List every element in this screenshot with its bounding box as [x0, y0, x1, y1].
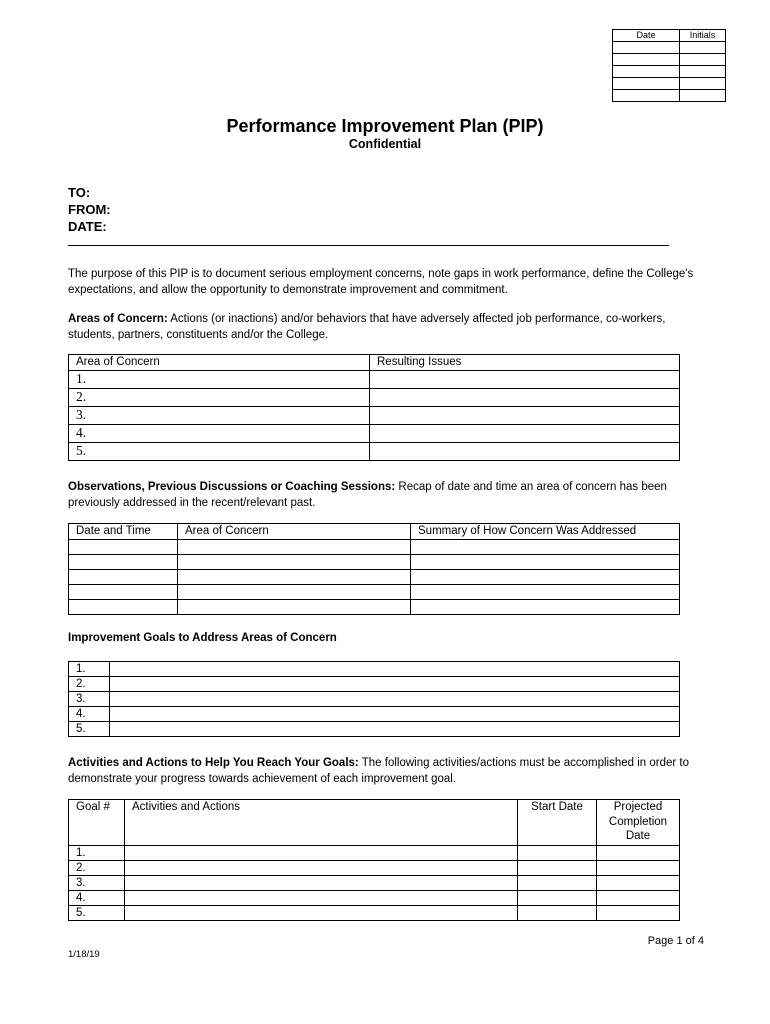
page-title: Performance Improvement Plan (PIP) [226, 116, 544, 136]
date-cell[interactable] [613, 66, 680, 78]
goal-number: 5. [69, 722, 110, 737]
activity-cell[interactable] [125, 861, 518, 876]
resulting-issues-cell[interactable] [370, 389, 680, 407]
goals-heading: Improvement Goals to Address Areas of Concern [68, 632, 337, 644]
completion-date-cell[interactable] [597, 891, 680, 906]
completion-date-cell[interactable] [597, 846, 680, 861]
area-row-number[interactable]: 4. [69, 425, 370, 443]
goal-number: 2. [69, 677, 110, 692]
completion-date-cell[interactable] [597, 861, 680, 876]
observation-cell[interactable] [178, 600, 411, 615]
date-cell[interactable] [613, 54, 680, 66]
resulting-issues-cell[interactable] [370, 371, 680, 389]
goal-cell[interactable] [110, 692, 680, 707]
observation-cell[interactable] [178, 570, 411, 585]
goals-table [68, 661, 680, 737]
observation-cell[interactable] [69, 585, 178, 600]
activity-cell[interactable] [125, 891, 518, 906]
observation-cell[interactable] [178, 540, 411, 555]
to-field: TO: [68, 185, 91, 200]
summary-header: Summary of How Concern Was Addressed [411, 524, 680, 540]
date-field: DATE: [68, 219, 107, 234]
observation-cell[interactable] [69, 600, 178, 615]
date-cell[interactable] [613, 78, 680, 90]
initials-cell[interactable] [680, 66, 726, 78]
area-of-concern-header: Area of Concern [178, 524, 411, 540]
from-field: FROM: [68, 202, 111, 217]
observations-table [68, 523, 680, 615]
observation-cell[interactable] [178, 585, 411, 600]
goal-number: 4. [69, 707, 110, 722]
areas-table [68, 354, 680, 461]
activities-heading: Activities and Actions to Help You Reach Your Goals: [68, 757, 359, 769]
observation-cell[interactable] [411, 555, 680, 570]
observation-cell[interactable] [69, 570, 178, 585]
activity-cell[interactable] [125, 876, 518, 891]
start-date-cell[interactable] [518, 861, 597, 876]
date-initials-table [612, 29, 726, 102]
initials-cell[interactable] [680, 78, 726, 90]
initials-header: Initials [680, 30, 726, 42]
separator-line [68, 245, 669, 246]
goal-cell[interactable] [110, 662, 680, 677]
resulting-issues-cell[interactable] [370, 425, 680, 443]
resulting-issues-header: Resulting Issues [370, 355, 680, 371]
purpose-text: The purpose of this PIP is to document serious employment concerns, note gaps in work performance, define the College's expectations, and allow the opportunity to demonstrate improvement and commitment. [68, 268, 694, 296]
observation-cell[interactable] [411, 600, 680, 615]
activity-goal-number: 3. [69, 876, 125, 891]
activities-intro [68, 756, 708, 787]
completion-date-header: Projected Completion Date [597, 800, 680, 846]
goal-number: 3. [69, 692, 110, 707]
start-date-cell[interactable] [518, 876, 597, 891]
goal-number-header: Goal # [69, 800, 125, 846]
goal-cell[interactable] [110, 677, 680, 692]
activities-header: Activities and Actions [125, 800, 518, 846]
page-number: Page 1 of 4 [647, 935, 704, 947]
goal-cell[interactable] [110, 722, 680, 737]
page-subtitle: Confidential [348, 137, 422, 151]
start-date-header: Start Date [518, 800, 597, 846]
areas-intro [68, 312, 708, 343]
goal-number: 1. [69, 662, 110, 677]
area-row-number[interactable]: 5. [69, 443, 370, 461]
area-row-number[interactable]: 3. [69, 407, 370, 425]
activities-text: The following activities/actions must be accomplished in order to demonstrate your progress towards achievement of each improvement goal. [68, 757, 690, 785]
area-row-number[interactable]: 1. [69, 371, 370, 389]
activity-cell[interactable] [125, 906, 518, 921]
initials-cell[interactable] [680, 54, 726, 66]
date-cell[interactable] [613, 90, 680, 102]
activity-cell[interactable] [125, 846, 518, 861]
observation-cell[interactable] [411, 585, 680, 600]
initials-cell[interactable] [680, 90, 726, 102]
start-date-cell[interactable] [518, 846, 597, 861]
observation-cell[interactable] [411, 540, 680, 555]
resulting-issues-cell[interactable] [370, 443, 680, 461]
initials-cell[interactable] [680, 42, 726, 54]
activities-table [68, 799, 680, 921]
observation-cell[interactable] [178, 555, 411, 570]
areas-text: Actions (or inactions) and/or behaviors that have adversely affected job performance, co-workers, students, partners, constituents and/or the College. [68, 313, 666, 341]
date-header: Date [613, 30, 680, 42]
date-time-header: Date and Time [69, 524, 178, 540]
observations-intro [68, 480, 708, 511]
activity-goal-number: 2. [69, 861, 125, 876]
footer-date: 1/18/19 [68, 949, 100, 960]
observation-cell[interactable] [69, 555, 178, 570]
date-cell[interactable] [613, 42, 680, 54]
observation-cell[interactable] [69, 540, 178, 555]
start-date-cell[interactable] [518, 891, 597, 906]
observations-heading: Observations, Previous Discussions or Coaching Sessions: [68, 481, 396, 493]
start-date-cell[interactable] [518, 906, 597, 921]
completion-date-cell[interactable] [597, 876, 680, 891]
area-row-number[interactable]: 2. [69, 389, 370, 407]
activity-goal-number: 4. [69, 891, 125, 906]
resulting-issues-cell[interactable] [370, 407, 680, 425]
goal-cell[interactable] [110, 707, 680, 722]
completion-date-cell[interactable] [597, 906, 680, 921]
area-of-concern-header: Area of Concern [69, 355, 370, 371]
observations-text: Recap of date and time an area of concern has been previously addressed in the recent/relevant past. [68, 481, 667, 509]
activity-goal-number: 5. [69, 906, 125, 921]
activity-goal-number: 1. [69, 846, 125, 861]
observation-cell[interactable] [411, 570, 680, 585]
areas-heading: Areas of Concern: [68, 313, 168, 325]
